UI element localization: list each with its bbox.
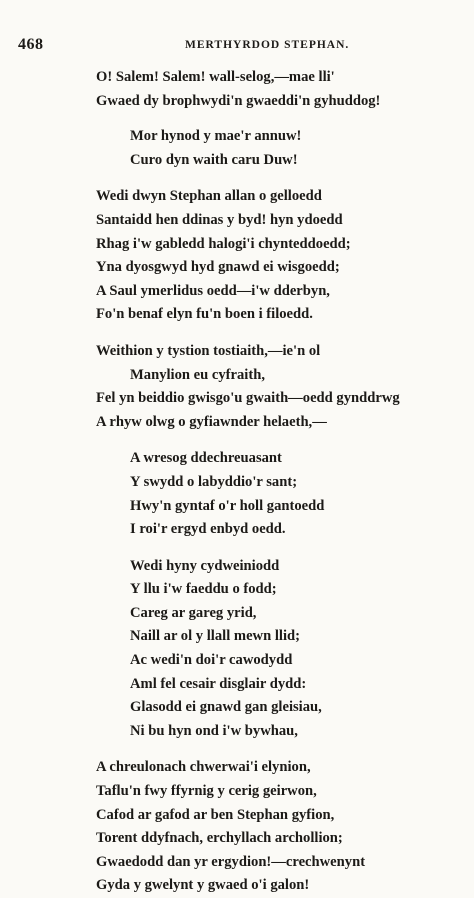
verse-line: Y swydd o labyddio'r sant; bbox=[130, 473, 298, 490]
verse-line: Naill ar ol y llall mewn llid; bbox=[130, 628, 300, 645]
verse-line: Glasodd ei gnawd gan gleisiau, bbox=[130, 699, 322, 716]
verse-line: Aml fel cesair disglair dydd: bbox=[130, 675, 307, 692]
running-title: MERTHYRDOD STEPHAN. bbox=[185, 39, 350, 51]
verse-line: Torent ddyfnach, erchyllach archollion; bbox=[96, 830, 343, 847]
verse-line: Rhag i'w gabledd halogi'i chynteddoedd; bbox=[96, 235, 351, 252]
verse-line: Fo'n benaf elyn fu'n boen i filoedd. bbox=[96, 306, 313, 323]
verse-line: Ac wedi'n doi'r cawodydd bbox=[130, 652, 293, 669]
verse-line: Mor hynod y mae'r annuw! bbox=[130, 128, 302, 145]
stanza-5 bbox=[96, 447, 466, 541]
stanza-3 bbox=[96, 185, 466, 327]
verse-line: Wedi dwyn Stephan allan o gelloedd bbox=[96, 188, 322, 205]
verse-line: Manylion eu cyfraith, bbox=[130, 366, 265, 383]
verse-line: Santaidd hen ddinas y byd! hyn ydoedd bbox=[96, 211, 343, 228]
verse-line: I roi'r ergyd enbyd oedd. bbox=[130, 521, 286, 538]
verse-line: Gyda y gwelynt y gwaed o'i galon! bbox=[96, 877, 310, 894]
verse-line: Fel yn beiddio gwisgo'u gwaith—oedd gynddrwg bbox=[96, 390, 400, 407]
verse-line: A chreulonach chwerwai'i elynion, bbox=[96, 759, 311, 776]
verse-line: A wresog ddechreuasant bbox=[130, 450, 282, 467]
verse-line: A rhyw olwg o gyfiawnder helaeth,— bbox=[96, 413, 327, 430]
verse-line: Y llu i'w faeddu o fodd; bbox=[130, 581, 277, 598]
verse-line: Gwaed dy brophwydi'n gwaeddi'n gyhuddog! bbox=[96, 92, 381, 109]
verse-line: O! Salem! Salem! wall-selog,—mae lli' bbox=[96, 69, 335, 85]
page-number: 468 bbox=[18, 36, 44, 53]
stanza-4 bbox=[96, 340, 466, 434]
stanza-6 bbox=[96, 555, 466, 744]
poem-text bbox=[96, 66, 466, 898]
verse-line: Cafod ar gafod ar ben Stephan gyfion, bbox=[96, 806, 335, 823]
verse-line: Wedi hyny cydweiniodd bbox=[130, 557, 280, 574]
verse-line: A Saul ymerlidus oedd—i'w dderbyn, bbox=[96, 282, 330, 299]
verse-line: Careg ar gareg yrid, bbox=[130, 604, 257, 621]
verse-line: Weithion y tystion tostiaith,—ie'n ol bbox=[96, 342, 321, 359]
verse-line: Gwaedodd dan yr ergydion!—crechwenynt bbox=[96, 853, 366, 870]
page-header bbox=[0, 36, 474, 56]
stanza-7 bbox=[96, 756, 466, 898]
verse-line: Yna dyosgwyd hyd gnawd ei wisgoedd; bbox=[96, 259, 340, 276]
verse-line: Ni bu hyn ond i'w bywhau, bbox=[130, 722, 298, 739]
verse-line: Taflu'n fwy ffyrnig y cerig geirwon, bbox=[96, 783, 317, 800]
stanza-2 bbox=[96, 125, 466, 172]
verse-line: Hwy'n gyntaf o'r holl gantoedd bbox=[130, 497, 325, 514]
verse-line: Curo dyn waith caru Duw! bbox=[130, 151, 298, 168]
stanza-1 bbox=[96, 66, 466, 113]
